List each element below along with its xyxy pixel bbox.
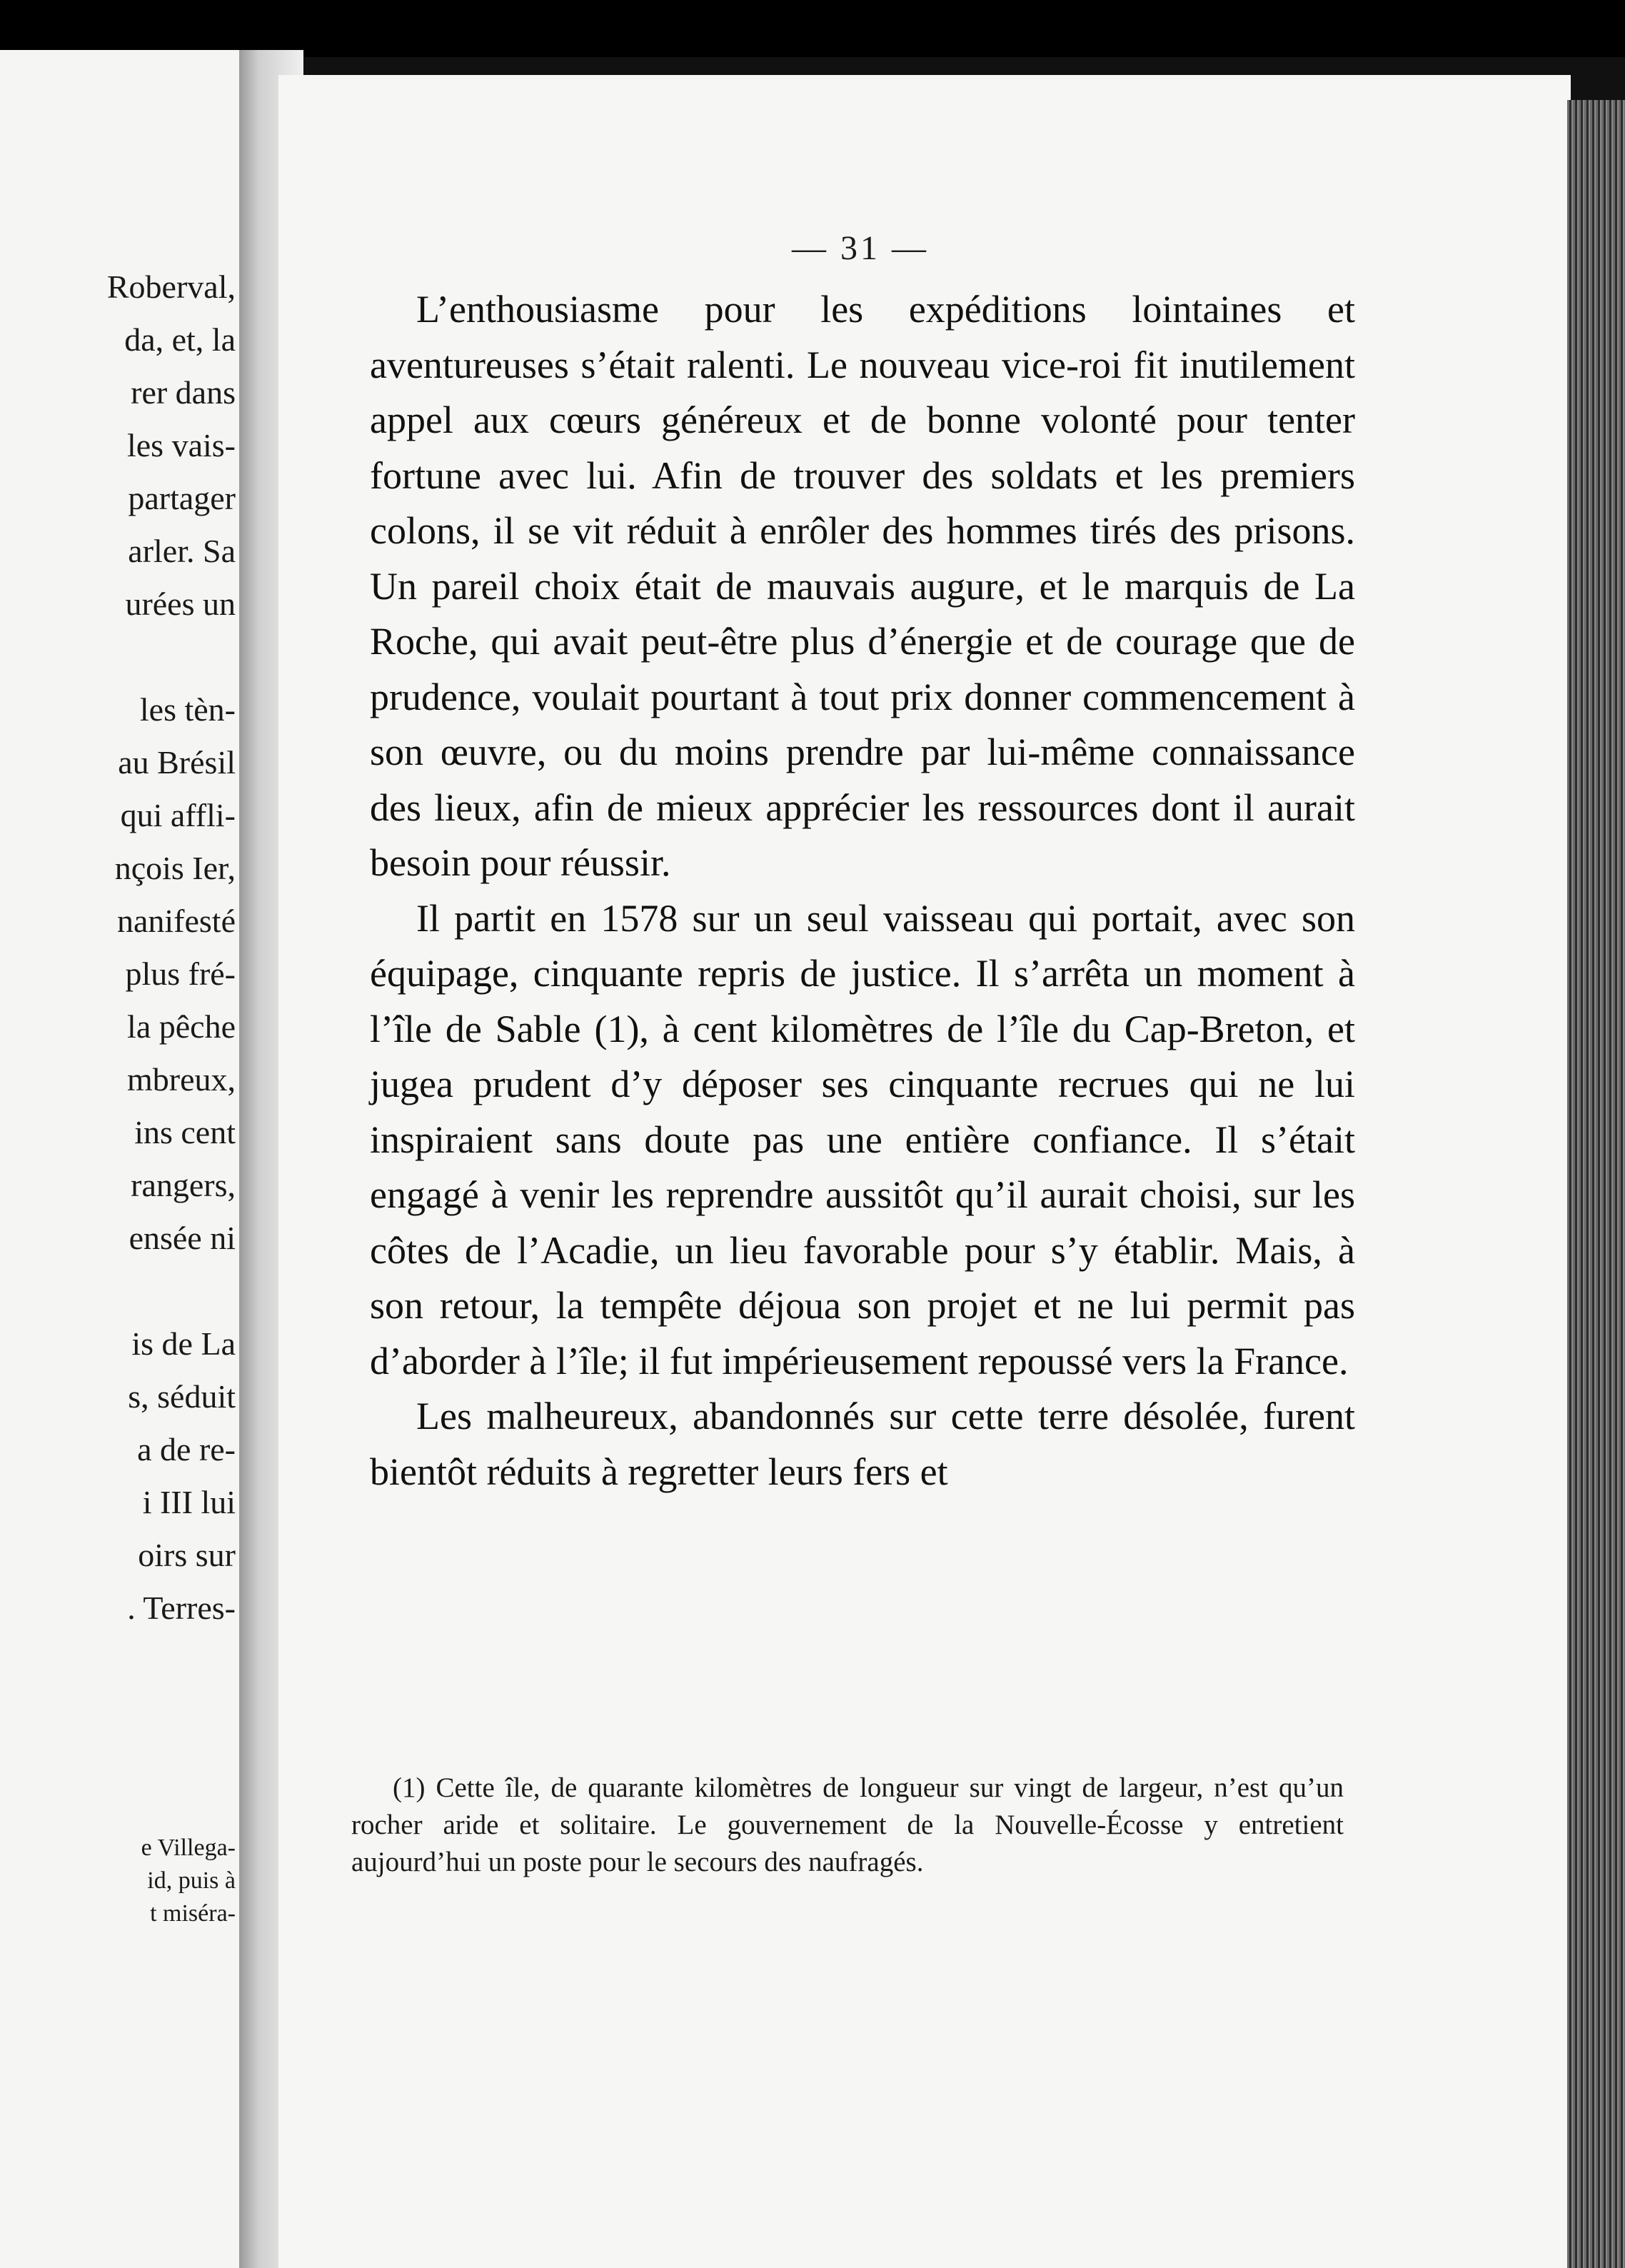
left-page-note-line: id, puis à (147, 1867, 236, 1894)
left-page-line: . Terres- (127, 1590, 236, 1626)
body-text (370, 282, 1355, 1500)
left-page-line: is de La (131, 1325, 236, 1362)
paragraph: Les malheureux, abandonnés sur cette terre désolée, furent bientôt réduits à regretter leurs fers et (370, 1395, 1355, 1493)
scan-background (0, 0, 1625, 57)
left-page-line: da, et, la (124, 321, 236, 358)
left-page-line: ensée ni (129, 1220, 236, 1256)
left-page-line: rangers, (131, 1167, 236, 1203)
left-page-note-line: e Villega- (141, 1835, 236, 1861)
left-page-line: au Brésil (118, 744, 236, 781)
left-page-footnote (0, 1832, 236, 1930)
left-page-line: les tèn- (139, 691, 236, 728)
left-page-line (0, 631, 236, 683)
paragraph: L’enthousiasme pour les expéditions lointaines et aventureuses s’était ralenti. Le nouveau vice-roi fit inutilement appel aux cœurs généreux et de bonne volonté pour tenter fortune avec lui. Afin de trouver des soldats et les premiers colons, il se vit réduit à enrôler des hommes tirés des prisons. Un pareil choix était de mauvais augure, et le marquis de La Roche, qui avait peut-être plus d’énergie et de courage que de prudence, voulait pourtant à tout prix donner commencement à son œuvre, ou du moins prendre par lui-même connaissance des lieux, afin de mieux apprécier les ressources dont il aurait besoin pour réussir. (370, 288, 1355, 884)
left-page-line: oirs sur (138, 1537, 236, 1573)
page-number: — 31 — (792, 229, 929, 267)
left-page-line: urées un (125, 586, 236, 622)
left-page-line: ins cent (134, 1114, 236, 1150)
page-edges (1567, 100, 1625, 2268)
left-page-line: s, séduit (128, 1378, 236, 1415)
left-page-line: mbreux, (126, 1061, 236, 1098)
left-page-line: rer dans (131, 374, 236, 411)
left-page-text (0, 261, 236, 1635)
left-page-line: les vais- (126, 427, 236, 463)
left-page-line: partager (128, 480, 236, 516)
left-page-note-line: t miséra- (150, 1900, 236, 1927)
paragraph: Il partit en 1578 sur un seul vaisseau qui portait, avec son équipage, cinquante repris de justice. Il s’arrêta un moment à l’île de Sable (1), à cent kilomètres de l’île du Cap-Breton, et jugea prudent d’y déposer ses cinquante recrues qui ne lui inspiraient sans doute pas une entière confiance. Il s’était engagé à venir les reprendre aussitôt qu’il aurait choisi, sur les côtes de l’Acadie, un lieu favorable pour s’y établir. Mais, à son retour, la tempête déjoua son projet et ne lui permit pas d’aborder à l’île; il fut impérieusement repoussé vers la France. (370, 896, 1355, 1383)
left-page-line: a de re- (137, 1431, 236, 1467)
left-page-line: Roberval, (106, 269, 236, 305)
left-page-line: arler. Sa (128, 533, 236, 569)
left-page-line: i III lui (142, 1484, 236, 1520)
left-page-line: plus fré- (125, 955, 236, 992)
left-page-line (0, 1265, 236, 1318)
left-page-line: nçois Ier, (114, 850, 236, 886)
left-page (0, 50, 243, 2268)
footnote: (1) Cette île, de quarante kilomètres de longueur sur vingt de largeur, n’est qu’un rocher aride et solitaire. Le gouvernement de la Nouvelle-Écosse y entretient aujourd’hui un poste pour le secours des naufragés. (351, 1772, 1344, 1877)
left-page-line: nanifesté (116, 903, 236, 939)
left-page-line: la pêche (127, 1008, 236, 1045)
left-page-line: qui affli- (120, 797, 236, 833)
